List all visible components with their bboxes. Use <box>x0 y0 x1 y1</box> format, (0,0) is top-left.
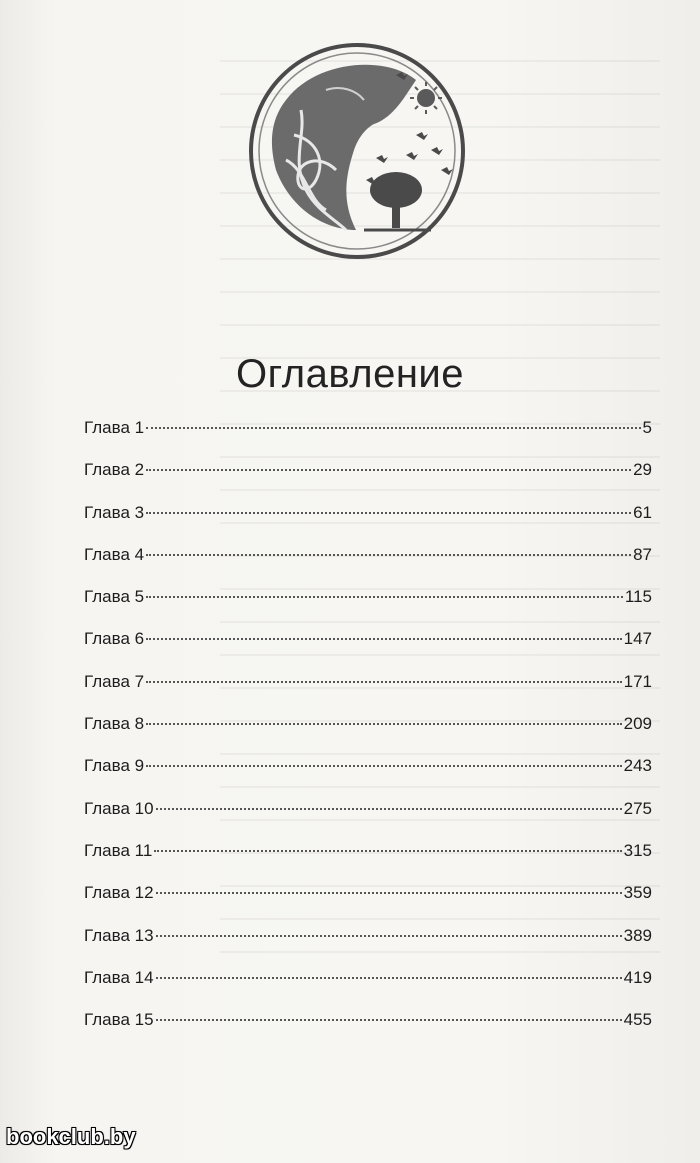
toc-entry-15[interactable] <box>84 1010 652 1052</box>
dot-leader <box>156 892 622 894</box>
toc-entry-6[interactable] <box>84 629 652 671</box>
toc-entry-page: 115 <box>624 587 652 607</box>
toc-entry-label: Глава 9 <box>84 756 145 776</box>
toc-entry-page: 61 <box>633 502 652 522</box>
dot-leader <box>146 469 631 471</box>
toc-entry-7[interactable] <box>84 672 652 714</box>
page-title: Оглавление <box>235 352 464 396</box>
toc-entry-page: 5 <box>642 418 652 437</box>
dot-leader <box>146 681 622 683</box>
toc-entry-page: 29 <box>633 460 652 480</box>
toc-entry-label: Глава 5 <box>84 587 145 607</box>
dot-leader <box>146 512 631 514</box>
dot-leader <box>156 935 622 937</box>
toc-entry-page: 359 <box>623 883 652 903</box>
toc-entry-2[interactable] <box>84 460 652 502</box>
toc-entry-12[interactable] <box>84 883 652 925</box>
toc-entry-14[interactable] <box>84 968 652 1010</box>
dot-leader <box>154 850 621 852</box>
toc-entry-page: 87 <box>633 544 652 564</box>
toc-entry-label: Глава 11 <box>84 840 153 860</box>
toc-entry-4[interactable] <box>84 545 652 587</box>
dot-leader <box>156 808 622 810</box>
dot-leader <box>146 427 640 429</box>
toc-entry-8[interactable] <box>84 714 652 756</box>
toc-entry-page: 315 <box>623 840 652 860</box>
toc-entry-label: Глава 14 <box>84 967 154 987</box>
dot-leader <box>146 765 622 767</box>
toc-entry-label: Глава 12 <box>84 883 154 903</box>
toc-entry-page: 147 <box>623 629 652 649</box>
toc-entry-label: Глава 15 <box>84 1010 154 1030</box>
toc-entry-label: Глава 1 <box>84 418 145 437</box>
site-watermark: bookclub.by <box>6 1124 136 1149</box>
toc-entry-label: Глава 6 <box>84 629 145 649</box>
dot-leader <box>146 554 631 556</box>
toc-entry-13[interactable] <box>84 926 652 968</box>
wolf-celtic-knot-emblem-icon <box>246 40 468 262</box>
dot-leader <box>156 1019 622 1021</box>
toc-entry-label: Глава 8 <box>84 714 145 734</box>
toc-entry-11[interactable] <box>84 841 652 883</box>
toc-entry-label: Глава 7 <box>84 671 145 691</box>
toc-entry-3[interactable] <box>84 503 652 545</box>
toc-entry-page: 455 <box>623 1010 652 1030</box>
dot-leader <box>156 977 622 979</box>
table-of-contents <box>84 418 652 1052</box>
toc-entry-label: Глава 3 <box>84 502 145 522</box>
toc-entry-page: 171 <box>623 671 652 691</box>
toc-entry-label: Глава 13 <box>84 925 154 945</box>
toc-entry-9[interactable] <box>84 756 652 798</box>
dot-leader <box>146 596 623 598</box>
dot-leader <box>146 638 622 640</box>
toc-entry-label: Глава 2 <box>84 460 145 480</box>
toc-entry-1[interactable] <box>84 418 652 460</box>
toc-entry-page: 243 <box>623 756 652 776</box>
toc-entry-page: 419 <box>623 967 652 987</box>
toc-entry-label: Глава 4 <box>84 544 145 564</box>
toc-entry-page: 209 <box>623 714 652 734</box>
toc-entry-10[interactable] <box>84 799 652 841</box>
dot-leader <box>146 723 622 725</box>
toc-entry-5[interactable] <box>84 587 652 629</box>
toc-entry-page: 275 <box>623 798 652 818</box>
toc-entry-page: 389 <box>623 925 652 945</box>
toc-entry-label: Глава 10 <box>84 798 154 818</box>
